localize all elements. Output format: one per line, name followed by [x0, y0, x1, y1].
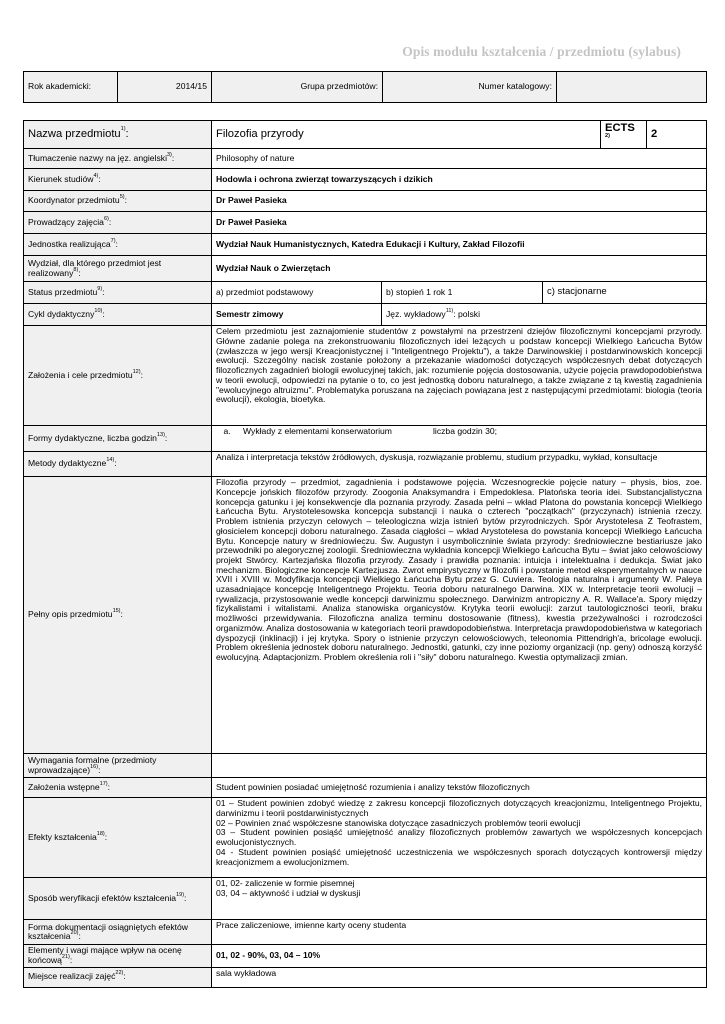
outcome-item: 03 – Student powinien posiąść umiejętność analizy filozoficznych problemów zawartych we współczesnych koncepcjach ewolucjonistycznych.: [216, 827, 703, 848]
unit-label: Jednostka realizująca$^{7)}$:: [24, 234, 212, 256]
field-of-study-label: Kierunek studiów$^{4)}$:: [24, 169, 212, 191]
location-value: sala wykładowa: [212, 967, 707, 987]
english-name-label: Tłumaczenie nazwy na jęz. angielski$^{3)}$:: [24, 149, 212, 169]
lecturer-value: Dr Paweł Pasieka: [212, 212, 707, 234]
status-mode-value: c) stacjonarne: [543, 282, 707, 304]
documentation-value: Prace zaliczeniowe, imienne karty oceny studenta: [212, 920, 707, 945]
verification-value: [212, 878, 707, 920]
ects-label: ECTS $^{2)}$: [601, 121, 647, 149]
subject-group-label: Grupa przedmiotów:: [212, 72, 383, 103]
coordinator-label: Koordynator przedmiotu$^{5)}$:: [24, 191, 212, 212]
header-info-table: [23, 71, 707, 103]
field-of-study-value: Hodowla i ochrona zwierząt towarzyszących i dzikich: [212, 169, 707, 191]
teaching-forms-value: [212, 426, 707, 452]
cycle-label: Cykl dydaktyczny$^{10)}$:: [24, 304, 212, 326]
faculty-value: Wydział Nauk o Zwierzętach: [212, 256, 707, 282]
lecturer-label: Prowadzący zajęcia$^{6)}$:: [24, 212, 212, 234]
cycle-value: Semestr zimowy: [212, 304, 382, 326]
course-name-label: Nazwa przedmiotu$^{1)}$:: [24, 121, 212, 149]
prerequisites-label: Założenia wstępne$^{17)}$:: [24, 778, 212, 798]
status-type-value: a) przedmiot podstawowy: [212, 282, 382, 304]
status-label: Status przedmiotu$^{9)}$:: [24, 282, 212, 304]
full-description-value: Filozofia przyrody – przedmiot, zagadnienia i podstawowe pojęcia. Wczesnogreckie pojęcie natury – physis, bios, zoe. Koncepcje jońskich filozofów przyrody. Zoogonia Anaksymandra i Empedoklesa. Platońska teoria idei. Substancjalistyczna koncepcja gatunku i jej konsekwencje dla poznania przyrody. Zasada pełni – wkład Platona do powstania koncepcji Wielkiego Łańcucha Bytu. Arystotelesowska koncepcja substancji i nauka o czterech "początkach" (przyczynach) istnienia rzeczy. Problem istnienia przyczyn celowych – teleologiczna wizja istnień bytów przyrodniczych. Spór Arystotelesa Z Teofrastem, głosicielem koncepcji doboru naturalnego. Zasada ciągłości – wkład Arystotelesa do powstania koncepcji Wielkiego Łańcucha Bytu. Koncepcje natury w średniowieczu. Św. Augustyn i usymboliczninie świata przyrody: średniowieczne bestiariusze jako przewodniki po alegorycznej zoologii. Średniowieczna wykładnia koncepcji Wielkiego Łańcucha Bytu – świat jako celowościowy projekt Stwórcy. Kartezjańska filozofia przyrody. Zasady i prawidła poznania: intuicja i intelektualna i dedukcja. Świat jako mechanizm. Biologiczne koncepcje Kartezjusza. Zwrot empirystyczny w filozofii i powstanie metod eksperymentalnych w nauce XVII i XVIII w. Modyfikacja koncepcji Wielkiego Łańcucha Bytu przez G. Cuviera. Teologia naturalna i argumenty W. Paleya uzasadniające koncepcję Inteligentnego Projektu. Teoria doboru naturalnego Darwina. XIX w. Interpretacje teorii ewolucji – rywalizacja, przystosowanie wedle koncepcji darwinizmu społecznego. Darwinizm antropiczny A. R. Wallace'a. Spory między fizykalistami i witalistami. Analiza stanowiska organicystów. Krytyka teorii ewolucji: zarzut tautologiczności teorii, braku możliwości przewidywania. Filozoficzna analiza terminu dostosowanie (fitness), kwestia przeżywalności i rozrodczości organizmów. Analiza dostosowania w kategoriach teorii prawdopodobieństwa. Interpretacja prawdopodobieństwa w kategoriach dyspozycji (inklinacji) i jej krytyka. Spory o istnienie przyczyn celowościowych, teleonomia Pittendrigh'a, bricolage ewolucji. Problem określenia jednostek doboru naturalnego. Jednostki, gatunki, czy inne poziomy organizacji (np. geny) odnoszą korzyść ewolucyjną. Adaptacjonizm. Problem określenia roli i "siły" doboru naturalnego. Kwestia optymalizacji zmian.: [212, 477, 707, 754]
catalog-number-value: [557, 72, 707, 103]
language-value: Jęz. wykładowy$^{11)}$: polski: [382, 304, 707, 326]
status-degree-value: b) stopień 1 rok 1: [382, 282, 543, 304]
catalog-number-label: Numer katalogowy:: [383, 72, 557, 103]
objectives-label: Założenia i cele przedmiotu$^{12)}$:: [24, 326, 212, 426]
formal-requirements-label: Wymagania formalne (przedmioty wprowadzające)$^{16)}$:: [24, 754, 212, 778]
verification-label: Sposób weryfikacji efektów kształcenia$^{19)}$:: [24, 878, 212, 920]
learning-outcomes-value: [212, 798, 707, 878]
coordinator-value: Dr Paweł Pasieka: [212, 191, 707, 212]
grading-weights-label: Elementy i wagi mające wpływ na ocenę końcową$^{21)}$:: [24, 945, 212, 967]
full-description-label: Pełny opis przedmiotu$^{15)}$:: [24, 477, 212, 754]
syllabus-table: [23, 120, 707, 988]
documentation-label: Forma dokumentacji osiągniętych efektów kształcenia$^{20)}$:: [24, 920, 212, 945]
teaching-form-item: a. Wykłady z elementami konserwatorium liczba godzin 30;: [233, 427, 702, 437]
ects-value: 2: [647, 121, 707, 149]
outcome-item: 02 – Powinien znać współczesne stanowiska dotyczące zasadniczych problemów teorii ewolucji: [216, 817, 581, 828]
unit-value: Wydział Nauk Humanistycznych, Katedra Edukacji i Kultury, Zakład Filozofii: [212, 234, 707, 256]
academic-year-label: Rok akademicki:: [24, 72, 118, 103]
faculty-label: Wydział, dla którego przedmiot jest realizowany$^{8)}$:: [24, 256, 212, 282]
verification-item: 01, 02- zaliczenie w formie pisemnej: [216, 878, 355, 889]
methods-value: Analiza i interpretacja tekstów źródłowych, dyskusja, rozwiązanie problemu, studium przypadku, wykład, konsultacje: [212, 452, 707, 477]
outcome-item: 04 - Student powinien posiąść umiejętność uczestniczenia we współczesnych sporach dotyczących kontrowersji między kreacjonizmem a ewolucjonizmem.: [216, 846, 703, 867]
teaching-forms-label: Formy dydaktyczne, liczba godzin$^{13)}$:: [24, 426, 212, 452]
prerequisites-value: Student powinien posiadać umiejętność rozumienia i analizy tekstów filozoficznych: [212, 778, 707, 798]
grading-weights-value: 01, 02 - 90%, 03, 04 – 10%: [212, 945, 707, 967]
outcome-item: 01 – Student powinien zdobyć wiedzę z zakresu koncepcji filozoficznych dotyczących kreacjonizmu, Inteligentnego Projektu, darwinizmu i teorii postdarwinistycznych: [216, 798, 703, 819]
teaching-forms-list: [216, 427, 702, 437]
course-name-value: Filozofia przyrody: [212, 121, 601, 149]
learning-outcomes-label: Efekty kształcenia$^{18)}$:: [24, 798, 212, 878]
academic-year-value: 2014/15: [118, 72, 212, 103]
english-name-value: Philosophy of nature: [212, 149, 707, 169]
formal-requirements-value: [212, 754, 707, 778]
document-title: Opis modułu kształcenia / przedmiotu (sylabus): [402, 44, 681, 59]
verification-item: 03, 04 – aktywność i udział w dyskusji: [216, 888, 361, 899]
methods-label: Metody dydaktyczne$^{14)}$:: [24, 452, 212, 477]
location-label: Miejsce realizacji zajęć$^{22)}$:: [24, 967, 212, 987]
objectives-value: Celem przedmiotu jest zaznajomienie studentów z powstałymi na przestrzeni dziejów filozoficznymi koncepcjami przyrody. Główne zadanie polega na zrekonstruowaniu filozoficznych idei leżących u podstaw koncepcji Wielkiego Łańcucha Bytów (zwłaszcza w jego wersji Kreacjonistycznej i "Inteligentnego Projektu"), a także Darwinowskiej i postdarwinowskich koncepcji ewolucji. Szczególny nacisk zostanie położony a przekazanie wiadomości dotyczących współczesnych debat dotyczących filozoficznych zagadnień biologii ewolucyjnej takich, jak: rozumienie pojęcia dostosowania, użycie pojęcia prawdopodobieństwa w teorii ewolucji, odpowiedzi na pytanie o to, co jest jednostką doboru naturalnego, a także związane z tą kwestią zagadnienia "ewolucyjnego altruizmu". Problematyka poruszana na zajęciach powiązana jest z następującymi przedmiotami: biologia (teoria ewolucji), ekologia, bioetyka.: [212, 326, 707, 426]
